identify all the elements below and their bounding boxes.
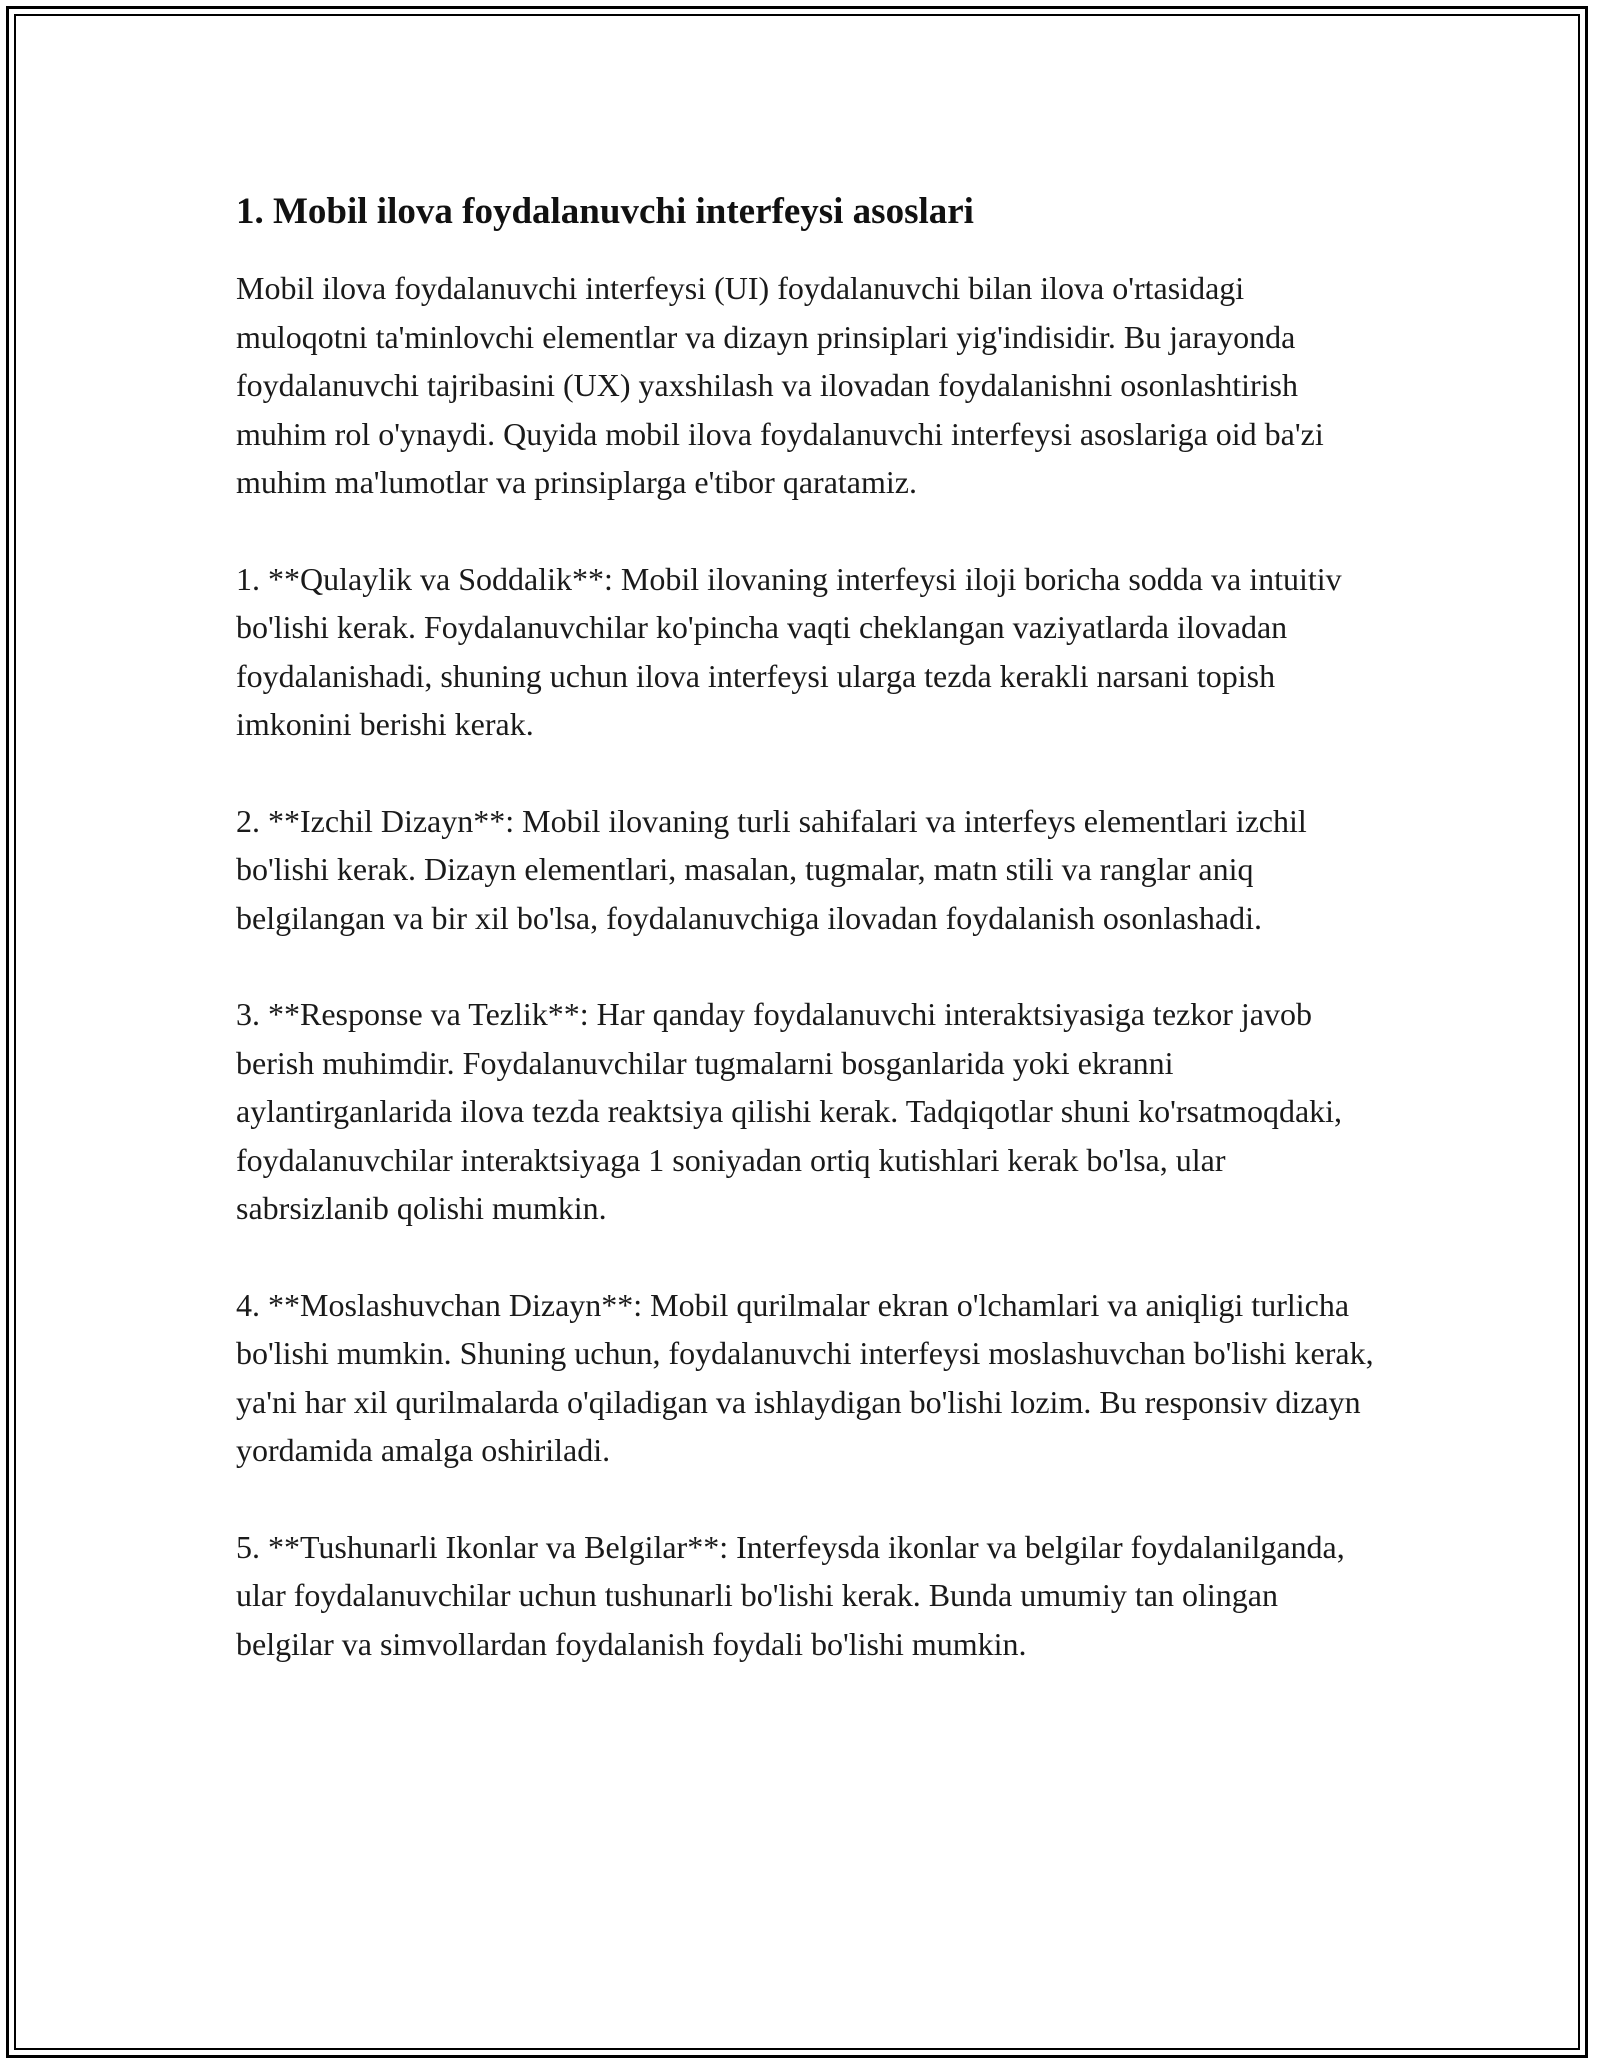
principle-consistent-design-paragraph: 2. **Izchil Dizayn**: Mobil ilovaning turli sahifalari va interfeys elementlari izchil bo'lishi kerak. Dizayn elementlari, masalan, tugmalar, matn stili va ranglar aniq belgilangan va bir xil bo'lsa, foydalanuvchiga ilovadan foydalanish osonlashadi. xyxy=(236,802,1307,936)
principle-simplicity-paragraph: 1. **Qulaylik va Soddalik**: Mobil ilovaning interfeysi iloji boricha sodda va intuitiv bo'lishi kerak. Foydalanuvchilar ko'pincha vaqti cheklangan vaziyatlarda ilovadan foydalanishadi, shuning uchun ilova interfeysi ularga tezda kerakli narsani topish imkonini berishi kerak. xyxy=(236,560,1342,742)
principle-icons-symbols-paragraph: 5. **Tushunarli Ikonlar va Belgilar**: Interfeysda ikonlar va belgilar foydalanilganda, ular foydalanuvchilar uchun tushunarli bo'lishi kerak. Bunda umumiy tan olingan belgilar va simvollardan foydalanish foydali bo'lishi mumkin. xyxy=(236,1528,1345,1662)
principle-adaptive-design-paragraph: 4. **Moslashuvchan Dizayn**: Mobil qurilmalar ekran o'lchamlari va aniqligi turlicha bo'lishi mumkin. Shuning uchun, foydalanuvchi interfeysi moslashuvchan bo'lishi kerak, ya'ni har xil qurilmalarda o'qiladigan va ishlaydigan bo'lishi lozim. Bu responsiv dizayn yordamida amalga oshiriladi. xyxy=(236,1286,1374,1468)
intro-paragraph: Mobil ilova foydalanuvchi interfeysi (UI) foydalanuvchi bilan ilova o'rtasidagi muloqotni ta'minlovchi elementlar va dizayn prinsiplari yig'indisidir. Bu jarayonda foydalanuvchi tajribasini (UX) yaxshilash va ilovadan foydalanishni osonlashtirish muhim rol o'ynaydi. Quyida mobil ilova foydalanuvchi interfeysi asoslariga oid ba'zi muhim ma'lumotlar va prinsiplarga e'tibor qaratamiz. xyxy=(236,270,1324,500)
principle-response-speed-paragraph: 3. **Response va Tezlik**: Har qanday foydalanuvchi interaktsiyasiga tezkor javob berish muhimdir. Foydalanuvchilar tugmalarni bosganlarida yoki ekranni aylantirganlarida ilova tezda reaktsiya qilishi kerak. Tadqiqotlar shuni ko'rsatmoqdaki, foydalanuvchilar interaktsiyaga 1 soniyadan ortiq kutishlari kerak bo'lsa, ular sabrsizlanib qolishi mumkin. xyxy=(236,996,1343,1226)
document-title: 1. Mobil ilova foydalanuvchi interfeysi asoslari xyxy=(236,191,974,232)
document-body xyxy=(236,186,1376,1716)
